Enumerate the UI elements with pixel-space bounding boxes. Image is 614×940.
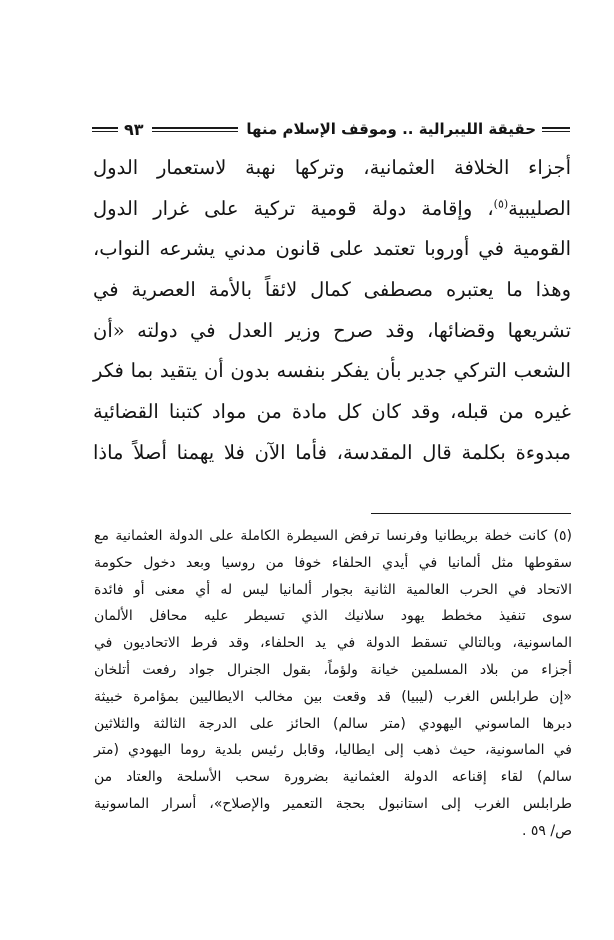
body-line-8: مبدوءة بكلمة قال المقدسة، فأما الآن فلا يهمنا أصلاً ماذا — [93, 440, 571, 464]
body-line-2 — [93, 189, 571, 230]
body-text — [93, 148, 571, 474]
body-line-2-start: الصليبية — [508, 196, 571, 220]
footnote-line-10: سالم) لقاء إقناعه الدولة العثمانية بضرورة سحب الأسلحة والعتاد من — [94, 769, 572, 786]
footnote-line-7: «إن طرابلس الغرب (ليبيا) قد وقعت بين مخالب الايطاليين بمؤامرة خبيثة — [94, 688, 572, 705]
footnote-line-4: سوى تنفيذ مخطط يهود سلانيك الذي تسيطر عليه محافل الألمان — [94, 608, 572, 625]
footnote-line-6: أجزاء من بلاد المسلمين خيانة ولؤماً، بقول الجنرال جواد رفعت أتلخان — [94, 661, 572, 678]
footnote-separator — [371, 513, 571, 514]
running-header — [92, 114, 570, 144]
page-number: ٩٣ — [124, 119, 144, 139]
footnote-line-11: طرابلس الغرب إلى استانبول بحجة التعمير والإصلاح»، أسرار الماسونية — [94, 795, 572, 812]
body-line-1: أجزاء الخلافة العثمانية، وتركها نهبة لاستعمار الدول — [93, 156, 571, 179]
body-line-2-end: ، وإقامة دولة قومية تركية على غرار الدول — [93, 196, 494, 220]
body-line-7: غيره من قبله، وقد كان كل مادة من مواد كتبنا القضائية — [93, 400, 571, 424]
footnote-line-9: في الماسونية، حيث ذهب إلى ايطاليا، وقابل رئيس بلدية روما اليهودي (متر — [94, 742, 572, 759]
body-line-3: القومية في أوروبا تعتمد على قانون مدني يشرعه النواب، — [93, 237, 571, 261]
header-rule-middle — [152, 127, 239, 132]
footnote-line-2: سقوطها مثل ألمانيا في أيدي الحلفاء خوفا من روسيا وبعد دخول حكومة — [94, 554, 572, 571]
footnote-reference[interactable]: (٥) — [493, 197, 509, 211]
footnote-line-3: الاتحاد في الحرب العالمية الثانية بجوار ألمانيا ليس له أي معنى أو فائدة — [94, 581, 572, 598]
footnote-line-5: الماسونية، وبالتالي تسقط الدولة في يد الحلفاء، وقد فرط الاتحاديون في — [94, 635, 572, 652]
footnotes — [94, 523, 572, 845]
footnote-line-12: ص/ ٥٩ . — [521, 822, 572, 839]
body-line-5: تشريعها وقضائها، وقد صرح وزير العدل في دولته «أن — [93, 318, 571, 342]
footnote-line-8: دبرها الماسوني اليهودي (متر سالم) الحائز على الدرجة الثالثة والثلاثين — [94, 715, 572, 732]
footnote-line-1: (٥) كانت خطة بريطانيا وفرنسا ترفض السيطرة الكاملة على الدولة العثمانية مع — [94, 528, 572, 544]
header-rule-left — [92, 127, 118, 132]
body-line-4: وهذا ما يعتبره مصطفى كمال لائقاً بالأمة العصرية في — [93, 278, 571, 302]
running-title: حقيقة الليبرالية .. وموقف الإسلام منها — [246, 120, 536, 138]
body-line-6: الشعب التركي جدير بأن يفكر بنفسه بدون أن يتقيد بما فكر — [93, 359, 571, 383]
header-rule-right — [542, 127, 570, 132]
